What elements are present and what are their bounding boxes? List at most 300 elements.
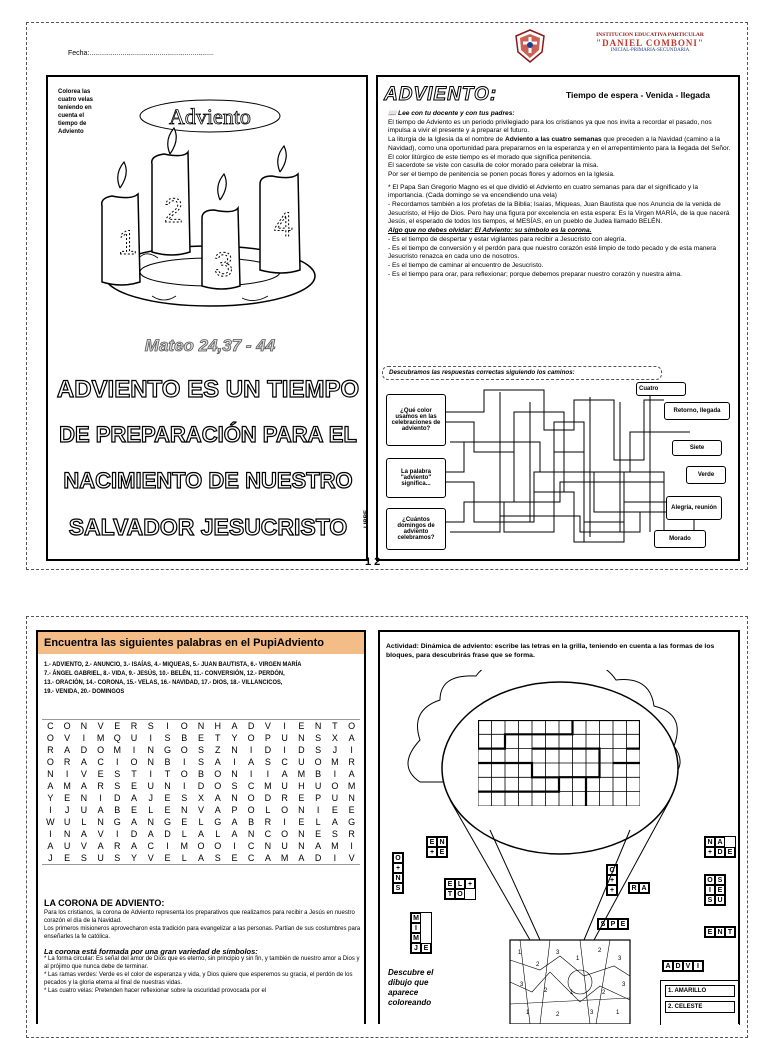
page-numbers: 1 2 [365,556,381,568]
grid-letter[interactable]: I [116,829,119,839]
grid-letter[interactable]: B [197,769,204,779]
grid-letter[interactable]: I [166,841,169,851]
grid-letter[interactable]: N [63,829,71,839]
block-nade[interactable]: N A + D E [704,836,736,858]
grid-letter[interactable]: C [47,721,54,731]
grid-letter[interactable]: D [264,793,272,803]
grid-letter[interactable]: S [231,781,238,791]
grid-letter[interactable]: I [82,733,86,743]
headline [52,368,364,550]
bullet-3: - Es el tiempo de caminar al encuentro de Jesucristo. [388,261,544,269]
grid-letter[interactable]: S [80,853,87,863]
paragraph-4: El sacerdote se viste con casulla de color morado para celebrar la misa. [388,162,599,170]
grid-letter[interactable]: B [114,805,121,815]
grid-letter[interactable]: O [180,721,188,731]
grid-letter[interactable]: N [80,721,88,731]
grid-letter[interactable]: C [97,757,104,767]
grid-letter[interactable]: A [214,805,221,815]
grid-letter[interactable]: N [231,793,238,803]
corona-paragraph-2: Los primeros misioneros aprovecharon esta tradición para evangelizar a las personas. Partían de sus costumbres para enseñarles la fe católica. [44,925,361,940]
grid-letter[interactable]: V [348,853,355,863]
grid-letter[interactable]: P [231,805,238,815]
grid-letter[interactable]: L [215,829,221,839]
grid-letter[interactable]: N [314,721,322,731]
grid-letter[interactable]: A [64,745,71,755]
grid-letter[interactable]: U [281,781,288,791]
grid-letter[interactable]: C [247,841,255,851]
grid-letter[interactable]: E [64,793,71,803]
grid-letter[interactable]: B [248,817,255,827]
grid-letter[interactable]: J [332,745,338,755]
grid-letter[interactable]: I [149,769,153,779]
grid-letter[interactable]: L [315,817,321,827]
grid-letter[interactable]: A [231,721,238,731]
grid-letter[interactable]: N [47,769,54,779]
grid-letter[interactable]: V [264,721,271,731]
grid-letter[interactable]: V [97,721,104,731]
grid-letter[interactable]: S [197,745,204,755]
grid-letter[interactable]: E [298,721,305,731]
grid-letter[interactable]: E [164,805,171,815]
block-spe[interactable]: S P E [597,918,629,930]
symbol-1: * La forma circular: Es señal del amor de Dios que es eterno, sin principio y sin fin, y también de nuestro amor a Dios y al prójimo que nunca debe de terminar. [44,956,360,971]
color-key [660,980,740,1025]
grid-letter[interactable]: N [197,721,205,731]
svg-text:3: 3 [618,956,622,962]
candle-number-3: 3 [214,246,233,284]
grid-letter[interactable]: A [47,841,54,851]
grid-letter[interactable]: E [298,817,305,827]
grid-row [42,744,360,756]
grid-letter[interactable]: M [113,745,122,755]
block-en[interactable]: E N + E [426,836,448,858]
grid-letter[interactable]: I [283,721,286,731]
grid-letter[interactable]: U [97,853,104,863]
paragraph-3: El color litúrgico de este tiempo es el morado que significa penitencia. [388,153,592,161]
grid-letter[interactable]: A [80,757,87,767]
grid-letter[interactable]: H [298,781,305,791]
grid-letter[interactable]: A [97,805,104,815]
activity-instruction: Actividad: Dinámica de adviento: escribe las letras en la grilla, teniendo en cuenta a las formas de los bloques, para descubrirás frase que se forma. [386,643,715,659]
grid-letter[interactable]: U [331,793,339,803]
grid-letter[interactable]: S [147,721,154,731]
word-list-line-1: 1.- ADVIENTO, 2.- ANUNCIO, 3.- ISAÍAS, 4.- MIQUEAS, 5.- JUAN BAUTISTA, 6.- VIRGEN MARÍA [44,661,302,668]
grid-letter[interactable]: M [280,853,289,863]
grid-letter[interactable]: C [264,829,272,839]
corona-title: LA CORONA DE ADVIENTO: [44,898,165,908]
wreath-title: Adviento [169,104,251,129]
maze-answer-6: Morado [654,530,706,548]
grid-letter[interactable]: M [96,733,105,743]
grid-letter[interactable]: D [314,853,322,863]
grid-letter[interactable]: A [281,769,288,779]
grid-letter[interactable]: A [315,841,322,851]
school-subname: "DANIEL COMBONI" [596,38,704,48]
grid-letter[interactable]: N [147,757,155,767]
grid-letter[interactable]: V [97,829,104,839]
grid-row [42,816,360,828]
grid-letter[interactable]: I [233,757,236,767]
word-search-grid[interactable] [42,719,360,865]
grid-letter[interactable]: J [64,805,70,815]
grid-letter[interactable]: R [63,757,71,767]
grid-letter[interactable]: E [131,781,138,791]
grid-letter[interactable]: E [298,793,305,803]
grid-letter[interactable]: S [181,793,188,803]
grid-letter[interactable]: I [49,829,52,839]
grid-letter[interactable]: N [80,793,88,803]
grid-letter[interactable]: E [131,805,138,815]
grid-letter[interactable]: M [180,841,188,851]
grid-letter[interactable]: N [264,841,272,851]
grid-letter[interactable]: L [198,817,204,827]
grid-letter[interactable]: S [264,757,271,767]
paragraph-8: Algo que no debes olvidar: El Adviento: su símbolo es la corona. [388,227,592,235]
block-advi[interactable]: A D V I [662,960,704,972]
grid-letter[interactable]: S [114,769,121,779]
grid-letter[interactable]: N [298,841,305,851]
grid-letter[interactable]: O [247,805,255,815]
grid-letter[interactable]: G [164,745,172,755]
grid-letter[interactable]: B [164,757,171,767]
grid-letter[interactable]: O [197,841,205,851]
grid-letter[interactable]: E [231,853,238,863]
word-list [44,661,314,697]
bullet-2: - Es el tiempo de conversión y el perdón para que nuestro corazón esté limpio de todo pecado y de esta manera Jesucristo renazca en cada uno de nosotros. [388,244,717,261]
grid-letter[interactable]: V [147,853,154,863]
grid-letter[interactable]: J [148,793,154,803]
grid-letter[interactable]: U [314,781,322,791]
grid-letter[interactable]: I [99,793,102,803]
grid-letter[interactable]: N [298,733,305,743]
grid-letter[interactable]: H [214,721,221,731]
grid-letter[interactable]: I [283,745,286,755]
grid-row [42,804,360,816]
grid-letter[interactable]: I [266,769,270,779]
grid-letter[interactable]: A [47,781,54,791]
grid-letter[interactable]: T [164,769,171,779]
grid-letter[interactable]: N [147,745,155,755]
grid-row [42,852,360,864]
grid-letter[interactable]: A [197,829,204,839]
grid-letter[interactable]: V [80,769,87,779]
grid-letter[interactable]: E [114,721,121,731]
grid-letter[interactable]: R [47,745,54,755]
grid-row [42,828,360,840]
grid-letter[interactable]: B [315,769,322,779]
grid-letter[interactable]: E [64,853,71,863]
gospel-verse: Mateo 24,37 - 44 [144,336,276,355]
grid-letter[interactable]: S [114,781,121,791]
grid-letter[interactable]: I [116,757,119,767]
grid-letter[interactable]: D [130,829,138,839]
candle-number-1: 1 [118,224,137,262]
grid-letter[interactable]: L [181,853,187,863]
grid-letter[interactable]: X [197,793,204,803]
grid-letter[interactable]: T [131,769,137,779]
grid-letter[interactable]: V [80,841,87,851]
grid-letter[interactable]: A [197,853,204,863]
grid-letter[interactable]: D [247,721,255,731]
grid-letter[interactable]: R [348,757,355,767]
grid-letter[interactable]: N [180,805,188,815]
grid-letter[interactable]: O [247,793,255,803]
grid-letter[interactable]: E [181,817,188,827]
grid-letter[interactable]: O [46,757,54,767]
svg-text:2: 2 [602,990,606,996]
grid-letter[interactable]: O [180,745,188,755]
advent-subtitle: Tiempo de espera - Venida - llegada [566,90,710,100]
grid-letter[interactable]: A [248,757,255,767]
grid-letter[interactable]: A [97,841,104,851]
grid-letter[interactable]: A [147,829,154,839]
grid-letter[interactable]: O [97,745,105,755]
grid-letter[interactable]: E [348,805,355,815]
grid-letter[interactable]: T [214,733,221,743]
grid-letter[interactable]: C [147,841,155,851]
corona-text [44,898,362,996]
grid-letter[interactable]: C [247,853,255,863]
grid-letter[interactable]: I [350,841,353,851]
grid-letter[interactable]: N [298,805,305,815]
grid-letter[interactable]: I [249,769,253,779]
grid-letter[interactable]: I [49,805,52,815]
grid-letter[interactable]: A [348,733,355,743]
grid-letter[interactable]: C [281,757,288,767]
grid-letter[interactable]: L [81,817,87,827]
paragraph-6: * El Papa San Gregorio Magno es el que dividió el Adviento en cuatro semanas para dar el significado y la importancia. (Cada domingo se va encendiendo una vela) [388,183,699,200]
grid-letter[interactable]: A [80,781,87,791]
grid-letter[interactable]: U [298,757,305,767]
grid-letter[interactable]: E [164,793,171,803]
grid-letter[interactable]: N [147,817,155,827]
grid-letter[interactable]: M [331,757,339,767]
grid-letter[interactable]: R [348,829,355,839]
grid-letter[interactable]: O [281,805,289,815]
grid-letter[interactable]: A [214,757,221,767]
grid-letter[interactable]: X [331,733,338,743]
grid-letter[interactable]: B [181,733,188,743]
grid-letter[interactable]: R [264,817,272,827]
grid-letter[interactable]: P [315,793,322,803]
grid-row [42,732,360,744]
grid-letter[interactable]: E [331,805,338,815]
grid-letter[interactable]: R [97,781,104,791]
grid-letter[interactable]: E [197,733,204,743]
block-os[interactable]: O S I E S U [704,874,726,906]
grid-letter[interactable]: S [197,757,204,767]
svg-text:3: 3 [520,982,524,988]
grid-letter[interactable]: E [97,769,104,779]
advent-wreath-drawing [92,86,328,322]
grid-letter[interactable]: G [214,817,222,827]
school-logo [512,28,548,64]
grid-letter[interactable]: T [332,721,338,731]
svg-text:1: 1 [526,1010,530,1016]
block-ent[interactable]: E N T [704,926,736,938]
grid-letter[interactable]: G [113,817,121,827]
grid-letter[interactable]: I [249,745,253,755]
grid-letter[interactable]: A [231,829,238,839]
grid-letter[interactable]: I [283,817,286,827]
grid-letter[interactable]: I [182,757,186,767]
grid-letter[interactable]: R [114,841,121,851]
grid-letter[interactable]: S [214,853,221,863]
grid-letter[interactable]: M [264,781,272,791]
candle-number-4: 4 [274,206,293,244]
grid-letter[interactable]: S [315,733,322,743]
grid-letter[interactable]: M [297,769,306,779]
grid-letter[interactable]: A [131,841,138,851]
grid-letter[interactable]: U [281,841,288,851]
color-key-1: 1. AMARILLO [665,985,735,997]
grid-letter[interactable]: S [164,733,171,743]
grid-letter[interactable]: D [197,781,205,791]
grid-letter[interactable]: O [247,733,255,743]
grid-letter[interactable]: Y [47,793,54,803]
grid-letter[interactable]: O [281,829,289,839]
school-levels: INICIAL-PRIMARIA-SECUNDARIA [610,48,690,53]
grid-letter[interactable]: I [233,841,236,851]
color-key-2: 2. CELESTE [665,1001,735,1013]
grid-letter[interactable]: D [264,745,272,755]
grid-letter[interactable]: A [80,829,87,839]
block-ra[interactable]: R A [628,882,650,894]
grid-letter[interactable]: O [180,769,188,779]
grid-letter[interactable]: D [80,745,88,755]
grid-letter[interactable]: I [149,733,153,743]
grid-letter[interactable]: D [164,829,171,839]
grid-letter[interactable]: N [97,817,104,827]
grid-letter[interactable]: O [214,769,222,779]
grid-letter[interactable]: O [130,757,138,767]
wordsearch-title: Encuentra las siguientes palabras en el PupiAdviento [38,632,364,654]
grid-letter[interactable]: N [298,829,305,839]
grid-letter[interactable]: I [182,781,186,791]
grid-row [42,840,360,852]
grid-letter[interactable]: C [247,781,255,791]
grid-letter[interactable]: N [348,793,355,803]
grid-letter[interactable]: L [181,829,187,839]
grid-letter[interactable]: U [80,805,88,815]
grid-letter[interactable]: Y [231,733,238,743]
read-label: Lee con tu docente y con tus padres: [398,110,515,117]
grid-letter[interactable]: N [231,769,238,779]
svg-text:1: 1 [616,1010,620,1016]
color-instruction: Descubre el dibujo que aparece coloreando [388,968,434,1007]
grid-letter[interactable]: I [333,769,337,779]
grid-letter[interactable]: N [164,781,171,791]
grid-letter[interactable]: E [315,829,322,839]
grid-letter[interactable]: O [46,733,54,743]
grid-letter[interactable]: S [315,745,322,755]
grid-letter[interactable]: L [148,805,154,815]
grid-letter[interactable]: I [350,745,353,755]
grid-letter[interactable]: U [130,733,138,743]
grid-letter[interactable]: V [197,805,204,815]
grid-letter[interactable]: A [131,817,138,827]
answer-grid[interactable] [478,720,640,806]
grid-letter[interactable]: A [348,769,355,779]
grid-letter[interactable]: O [348,721,356,731]
grid-letter[interactable]: O [331,781,339,791]
block-mimje[interactable]: M I M J E [410,912,432,954]
grid-letter[interactable]: U [63,817,71,827]
grid-letter[interactable]: S [114,853,121,863]
grid-letter[interactable]: W [46,817,55,827]
grid-letter[interactable]: R [130,721,138,731]
grid-letter[interactable]: A [231,817,238,827]
maze-question-1: ¿Qué color usamos en las celebraciones de adviento? [386,394,446,446]
grid-letter[interactable]: P [264,733,271,743]
grid-letter[interactable]: I [333,853,337,863]
svg-text:3: 3 [590,1010,594,1016]
grid-letter[interactable]: I [132,745,136,755]
block-c[interactable]: C + + [606,864,618,896]
grid-row [42,780,360,792]
word-list-line-3: 13.- ORACIÓN, 14.- CORONA, 15.- VELAS, 16.- NAVIDAD, 17.- DIOS, 18.- VILLANCICOS, [44,678,283,686]
grid-letter[interactable]: O [63,721,71,731]
grid-letter[interactable]: V [64,733,71,743]
grid-letter[interactable]: S [331,829,338,839]
grid-letter[interactable]: L [265,805,271,815]
block-el-to[interactable]: E L + T O [444,878,476,900]
grid-letter[interactable]: N [231,745,238,755]
grid-letter[interactable]: J [48,853,53,863]
grid-letter[interactable]: G [348,817,356,827]
grid-letter[interactable]: O [214,781,222,791]
grid-letter[interactable]: D [114,793,121,803]
grid-letter[interactable]: A [214,793,221,803]
grid-letter[interactable]: A [131,793,138,803]
maze-answer-2: Retorno, llegada [664,402,730,420]
grid-letter[interactable]: R [281,793,288,803]
grid-letter[interactable]: M [63,781,71,791]
grid-letter[interactable]: I [65,769,69,779]
corona-paragraph-1: Para los cristianos, la corona de Adviento representa los preparativos que realizamos para recibir a Jesús en nuestro corazón el día de la Navidad. [44,909,355,924]
grid-letter[interactable]: N [247,829,255,839]
svg-text:1: 1 [570,990,574,996]
school-name: INSTITUCION EDUCATIVA PARTICULAR [596,32,704,38]
grid-letter[interactable]: O [314,757,322,767]
svg-text:1: 1 [518,950,522,956]
paragraph-5: Por ser el tiempo de penitencia se ponen pocas flores y adornos en la Iglesia. [388,170,615,178]
grid-letter[interactable]: M [331,841,339,851]
grid-letter[interactable]: A [331,817,338,827]
grid-letter[interactable]: I [166,721,169,731]
grid-letter[interactable]: D [298,745,305,755]
grid-letter[interactable]: A [264,853,271,863]
grid-letter[interactable]: Q [113,733,121,743]
grid-letter[interactable]: E [164,853,171,863]
headline-line-3: NACIMIENTO DE NUESTRO [63,468,353,493]
block-ons[interactable]: O + N S [392,852,404,894]
grid-letter[interactable]: Z [214,745,221,755]
grid-letter[interactable]: O [214,841,222,851]
word-list-line-2: 7.- ÁNGEL GABRIEL, 8.- VIDA, 9.- JESÚS, 10.- BELÉN, 11.- CONVERSIÓN, 12.- PERDÓN, [44,669,285,677]
grid-letter[interactable]: U [147,781,155,791]
grid-letter[interactable]: M [347,781,356,791]
svg-text:3: 3 [622,982,626,988]
grid-letter[interactable]: A [298,853,305,863]
grid-letter[interactable]: I [316,805,320,815]
grid-row [42,792,360,804]
grid-letter[interactable]: U [63,841,71,851]
grid-letter[interactable]: G [164,817,172,827]
paragraph-1: El tiempo de Adviento es un periodo privilegiado para los cristianos ya que nos invita a recordar el pasado, nos impulsa a vivir el presente y a preparar el futuro. [388,118,712,135]
grid-letter[interactable]: U [281,733,288,743]
grid-letter[interactable]: Y [131,853,138,863]
